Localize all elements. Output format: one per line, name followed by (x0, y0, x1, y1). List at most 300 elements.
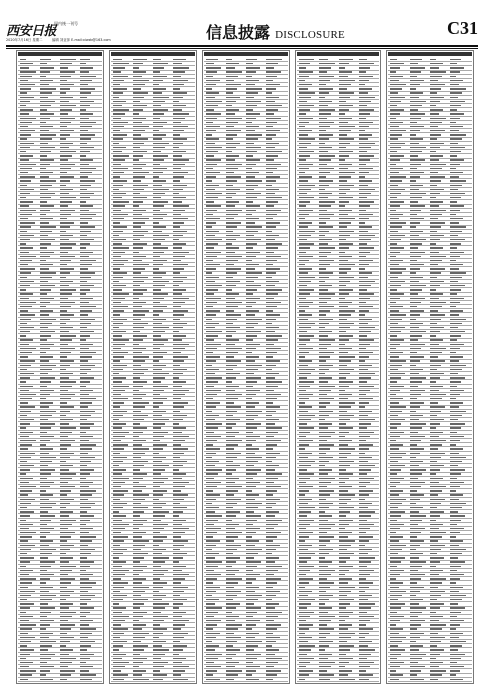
table-cell (390, 222, 406, 223)
table-cell (299, 557, 311, 558)
table-cell (226, 226, 237, 227)
table-cell (266, 444, 277, 445)
table-cell (40, 268, 49, 269)
table-cell (40, 281, 48, 282)
table-cell (266, 235, 279, 236)
table-cell (80, 486, 89, 487)
table-cell (246, 109, 253, 110)
table-cell (206, 620, 221, 621)
table-cell (390, 490, 403, 491)
table-cell (266, 118, 281, 119)
table-cell (226, 134, 237, 135)
table-cell (359, 356, 369, 357)
table-cell (153, 624, 160, 625)
table-cell (40, 524, 47, 525)
table-cell (359, 176, 365, 177)
table-cell (153, 147, 165, 148)
table-cell (206, 582, 213, 583)
table-cell (450, 277, 462, 278)
table-cell (173, 373, 183, 374)
table-cell (266, 520, 282, 521)
table-cell (266, 436, 274, 437)
table-cell (390, 201, 404, 202)
table-cell (390, 319, 402, 320)
table-cell (113, 289, 122, 290)
table-cell (113, 494, 124, 495)
table-cell (339, 293, 349, 294)
table-cell (410, 277, 423, 278)
table-cell (133, 168, 142, 169)
table-cell (410, 67, 425, 68)
table-cell (299, 235, 311, 236)
table-cell (266, 612, 282, 613)
table-cell (430, 293, 443, 294)
table-cell (299, 469, 307, 470)
table-cell (173, 612, 186, 613)
table-cell (319, 486, 327, 487)
table-cell (450, 369, 462, 370)
table-cell (153, 515, 165, 516)
table-cell (60, 503, 70, 504)
table-cell (319, 71, 327, 72)
table-cell (206, 118, 217, 119)
table-cell (319, 654, 332, 655)
table-cell (430, 486, 446, 487)
table-cell (206, 482, 221, 483)
table-cell (359, 679, 369, 680)
table-cell (173, 587, 188, 588)
table-cell (153, 118, 160, 119)
table-cell (133, 398, 142, 399)
table-cell (20, 264, 28, 265)
table-cell (173, 71, 185, 72)
table-cell (410, 616, 418, 617)
table-cell (266, 582, 277, 583)
table-cell (390, 406, 406, 407)
table-cell (450, 101, 465, 102)
table-cell (113, 390, 125, 391)
table-cell (339, 306, 348, 307)
table-cell (40, 515, 55, 516)
table-cell (390, 377, 401, 378)
table-cell (20, 595, 31, 596)
table-cell (246, 628, 252, 629)
table-cell (410, 197, 422, 198)
table-cell (153, 84, 159, 85)
table-cell (80, 582, 96, 583)
table-cell (60, 423, 69, 424)
table-cell (60, 457, 70, 458)
table-cell (173, 256, 185, 257)
table-cell (266, 666, 274, 667)
table-cell (246, 478, 253, 479)
table-cell (20, 348, 36, 349)
table-cell (40, 59, 51, 60)
table-cell (133, 277, 148, 278)
table-cell (153, 344, 164, 345)
table-cell (113, 532, 121, 533)
table-cell (359, 662, 374, 663)
table-cell (40, 189, 48, 190)
table-cell (450, 411, 466, 412)
table-cell (113, 641, 127, 642)
table-cell (20, 440, 36, 441)
table-cell (359, 373, 375, 374)
table-cell (40, 360, 49, 361)
table-cell (113, 436, 125, 437)
table-cell (430, 247, 443, 248)
table-cell (339, 67, 345, 68)
table-cell (80, 465, 87, 466)
table-cell (390, 205, 400, 206)
table-cell (390, 670, 396, 671)
table-cell (430, 524, 443, 525)
table-cell (410, 155, 418, 156)
table-cell (60, 319, 70, 320)
table-cell (20, 306, 32, 307)
table-cell (206, 155, 214, 156)
table-cell (299, 193, 307, 194)
table-cell (226, 482, 235, 483)
table-cell (319, 373, 325, 374)
table-cell (60, 268, 74, 269)
table-cell (40, 168, 46, 169)
table-cell (430, 679, 438, 680)
table-cell (390, 289, 397, 290)
table-cell (319, 511, 325, 512)
masthead-rule-thin (6, 48, 478, 49)
table-cell (113, 666, 125, 667)
table-cell (266, 574, 274, 575)
table-cell (339, 272, 347, 273)
table-cell (339, 159, 345, 160)
table-cell (410, 319, 416, 320)
table-cell (113, 386, 129, 387)
table-cell (450, 490, 456, 491)
table-cell (359, 658, 367, 659)
table-cell (80, 595, 95, 596)
table-cell (319, 444, 334, 445)
table-cell (319, 289, 328, 290)
table-cell (113, 628, 128, 629)
table-cell (226, 352, 238, 353)
table-cell (246, 293, 253, 294)
table-cell (359, 197, 367, 198)
table-cell (40, 159, 54, 160)
table-cell (80, 243, 90, 244)
table-cell (430, 670, 446, 671)
table-cell (339, 578, 352, 579)
table-cell (153, 486, 160, 487)
table-cell (20, 503, 31, 504)
table-cell (173, 151, 186, 152)
table-cell (390, 578, 396, 579)
table-cell (339, 323, 354, 324)
table-cell (430, 80, 438, 81)
table-cell (40, 222, 49, 223)
table-cell (133, 390, 139, 391)
table-cell (80, 641, 95, 642)
table-cell (20, 649, 34, 650)
table-cell (206, 323, 219, 324)
table-cell (390, 76, 403, 77)
column-header (111, 52, 195, 56)
table-cell (20, 679, 28, 680)
table-cell (153, 574, 164, 575)
table-cell (20, 444, 32, 445)
table-cell (206, 444, 213, 445)
table-cell (339, 654, 346, 655)
table-cell (153, 612, 161, 613)
table-cell (266, 649, 279, 650)
table-cell (430, 402, 438, 403)
table-cell (410, 193, 426, 194)
table-cell (206, 302, 217, 303)
table-cell (390, 281, 405, 282)
table-cell (153, 432, 168, 433)
table-cell (206, 473, 218, 474)
table-cell (206, 645, 219, 646)
table-cell (60, 595, 70, 596)
table-cell (133, 113, 139, 114)
table-cell (390, 649, 405, 650)
table-cell (40, 67, 54, 68)
table-cell (113, 80, 124, 81)
table-cell (20, 578, 36, 579)
table-cell (206, 71, 217, 72)
table-cell (153, 289, 161, 290)
table-cell (226, 545, 241, 546)
table-cell (206, 641, 212, 642)
table-cell (359, 436, 370, 437)
table-cell (246, 256, 256, 257)
table-cell (153, 197, 161, 198)
table-cell (359, 645, 368, 646)
table-cell (266, 122, 277, 123)
table-cell (410, 348, 421, 349)
table-cell (266, 532, 281, 533)
table-cell (133, 289, 147, 290)
table-cell (60, 180, 70, 181)
table-cell (246, 360, 255, 361)
table-cell (339, 285, 346, 286)
table-cell (319, 457, 333, 458)
table-cell (266, 603, 279, 604)
table-cell (20, 402, 28, 403)
table-cell (390, 197, 397, 198)
table-cell (173, 549, 180, 550)
table-cell (410, 109, 418, 110)
table-cell (390, 465, 405, 466)
table-cell (133, 540, 149, 541)
table-cell (80, 461, 91, 462)
table-cell (299, 344, 306, 345)
table-cell (226, 679, 234, 680)
table-cell (266, 247, 278, 248)
table-cell (173, 210, 185, 211)
table-cell (40, 331, 55, 332)
table-cell (410, 360, 420, 361)
table-cell (359, 545, 365, 546)
table-cell (153, 252, 164, 253)
table-cell (206, 239, 222, 240)
table-cell (359, 239, 371, 240)
table-cell (390, 159, 400, 160)
table-cell (60, 201, 72, 202)
table-cell (266, 545, 280, 546)
table-cell (153, 637, 159, 638)
table-cell (226, 486, 242, 487)
table-cell (299, 457, 308, 458)
table-cell (319, 536, 334, 537)
table-cell (359, 185, 368, 186)
table-cell (339, 147, 346, 148)
table-cell (153, 436, 164, 437)
table-cell (299, 582, 309, 583)
table-cell (153, 331, 165, 332)
table-cell (40, 645, 52, 646)
table-cell (359, 411, 372, 412)
table-cell (359, 469, 371, 470)
table-cell (430, 147, 440, 148)
table-cell (60, 532, 75, 533)
table-cell (20, 641, 31, 642)
table-cell (410, 168, 417, 169)
table-cell (339, 494, 355, 495)
table-cell (359, 256, 366, 257)
table-cell (206, 390, 221, 391)
table-cell (40, 398, 46, 399)
table-cell (113, 335, 122, 336)
table-cell (153, 360, 159, 361)
table-cell (113, 553, 123, 554)
table-cell (410, 515, 426, 516)
table-cell (299, 574, 306, 575)
table-cell (40, 63, 47, 64)
table-cell (113, 373, 119, 374)
table-cell (113, 499, 120, 500)
table-cell (266, 226, 276, 227)
table-cell (266, 272, 276, 273)
table-cell (430, 264, 438, 265)
table-cell (359, 557, 375, 558)
table-cell (113, 76, 128, 77)
table-cell (410, 478, 418, 479)
table-cell (80, 679, 92, 680)
table-cell (319, 126, 330, 127)
table-cell (173, 310, 188, 311)
table-cell (390, 105, 397, 106)
table-cell (430, 553, 437, 554)
table-cell (60, 122, 71, 123)
table-cell (113, 97, 119, 98)
table-cell (266, 205, 274, 206)
table-cell (430, 411, 441, 412)
table-cell (133, 189, 144, 190)
table-cell (40, 549, 56, 550)
table-cell (133, 557, 144, 558)
table-cell (450, 603, 458, 604)
table-cell (40, 205, 54, 206)
table-cell (153, 679, 163, 680)
table-cell (430, 339, 443, 340)
table-cell (410, 126, 424, 127)
table-cell (450, 465, 458, 466)
table-cell (133, 302, 146, 303)
table-cell (359, 628, 373, 629)
table-cell (246, 327, 254, 328)
table-cell (339, 327, 350, 328)
table-cell (173, 281, 183, 282)
table-cell (246, 134, 262, 135)
table-cell (430, 436, 439, 437)
table-cell (173, 633, 188, 634)
table-cell (339, 381, 353, 382)
table-cell (20, 101, 30, 102)
table-cell (319, 272, 333, 273)
table-cell (40, 427, 51, 428)
table-cell (60, 126, 67, 127)
table-cell (40, 264, 53, 265)
table-cell (20, 415, 27, 416)
table-cell (206, 151, 218, 152)
table-cell (430, 511, 444, 512)
table-cell (113, 344, 125, 345)
table-cell (246, 499, 255, 500)
table-cell (246, 365, 262, 366)
table-cell (20, 633, 28, 634)
table-cell (20, 147, 30, 148)
table-cell (450, 185, 462, 186)
table-cell (410, 423, 426, 424)
table-cell (450, 285, 465, 286)
table-cell (299, 63, 310, 64)
table-cell (339, 298, 345, 299)
table-cell (60, 607, 69, 608)
table-cell (206, 528, 221, 529)
table-cell (266, 218, 273, 219)
table-cell (80, 436, 93, 437)
table-cell (173, 394, 185, 395)
table-cell (133, 649, 144, 650)
table-cell (359, 532, 366, 533)
table-cell (40, 306, 46, 307)
table-cell (390, 247, 404, 248)
table-cell (80, 193, 94, 194)
table-cell (133, 205, 139, 206)
table-cell (246, 427, 257, 428)
table-cell (319, 620, 331, 621)
table-cell (430, 205, 439, 206)
table-cell (20, 645, 27, 646)
table-cell (40, 323, 52, 324)
table-cell (206, 373, 215, 374)
table-cell (226, 658, 232, 659)
table-cell (299, 566, 314, 567)
table-cell (20, 126, 28, 127)
table-cell (430, 545, 445, 546)
table-cell (410, 402, 424, 403)
table-cell (173, 155, 182, 156)
table-cell (80, 578, 89, 579)
table-cell (390, 80, 399, 81)
table-cell (133, 285, 140, 286)
table-cell (173, 348, 185, 349)
table-cell (60, 553, 66, 554)
table-cell (153, 670, 160, 671)
table-cell (430, 92, 437, 93)
table-cell (246, 59, 257, 60)
